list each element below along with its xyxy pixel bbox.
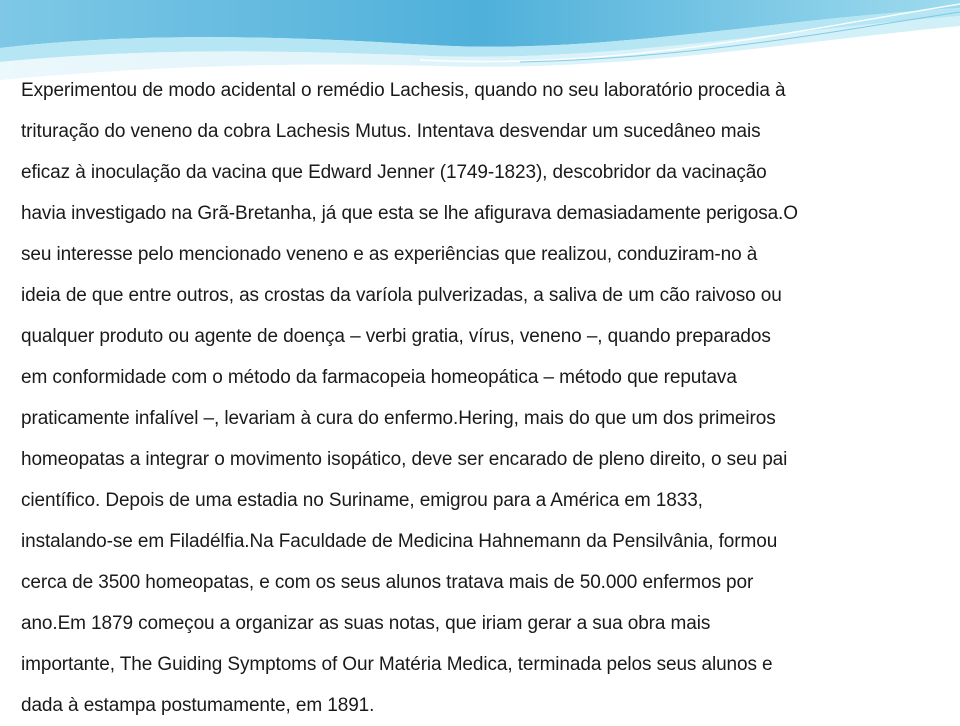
text-line: importante, The Guiding Symptoms of Our Matéria Medica, terminada pelos seus alunos e	[21, 654, 773, 675]
text-line: eficaz à inoculação da vacina que Edward Jenner (1749-1823), descobridor da vacinação	[21, 162, 767, 183]
text-line: seu interesse pelo mencionado veneno e as experiências que realizou, conduziram-no à	[21, 244, 758, 265]
slide-body-text	[21, 70, 946, 726]
text-line: havia investigado na Grã-Bretanha, já que esta se lhe afigurava demasiadamente perigosa.O	[21, 203, 798, 224]
text-line: qualquer produto ou agente de doença – verbi gratia, vírus, veneno –, quando preparados	[21, 326, 771, 347]
text-line: instalando-se em Filadélfia.Na Faculdade de Medicina Hahnemann da Pensilvânia, formou	[21, 531, 778, 552]
text-line: trituração do veneno da cobra Lachesis Mutus. Intentava desvendar um sucedâneo mais	[21, 121, 761, 142]
text-line: dada à estampa postumamente, em 1891.	[21, 695, 375, 716]
text-line: científico. Depois de uma estadia no Suriname, emigrou para a América em 1833,	[21, 490, 703, 511]
text-line: Experimentou de modo acidental o remédio Lachesis, quando no seu laboratório procedia à	[21, 80, 786, 101]
text-line: ideia de que entre outros, as crostas da varíola pulverizadas, a saliva de um cão raivoso ou	[21, 285, 782, 306]
text-line: ano.Em 1879 começou a organizar as suas notas, que iriam gerar a sua obra mais	[21, 613, 711, 634]
text-line: praticamente infalível –, levariam à cura do enfermo.Hering, mais do que um dos primeiros	[21, 408, 776, 429]
text-line: homeopatas a integrar o movimento isopático, deve ser encarado de pleno direito, o seu pai	[21, 449, 788, 470]
text-line: cerca de 3500 homeopatas, e com os seus alunos tratava mais de 50.000 enfermos por	[21, 572, 754, 593]
text-line: em conformidade com o método da farmacopeia homeopática – método que reputava	[21, 367, 737, 388]
